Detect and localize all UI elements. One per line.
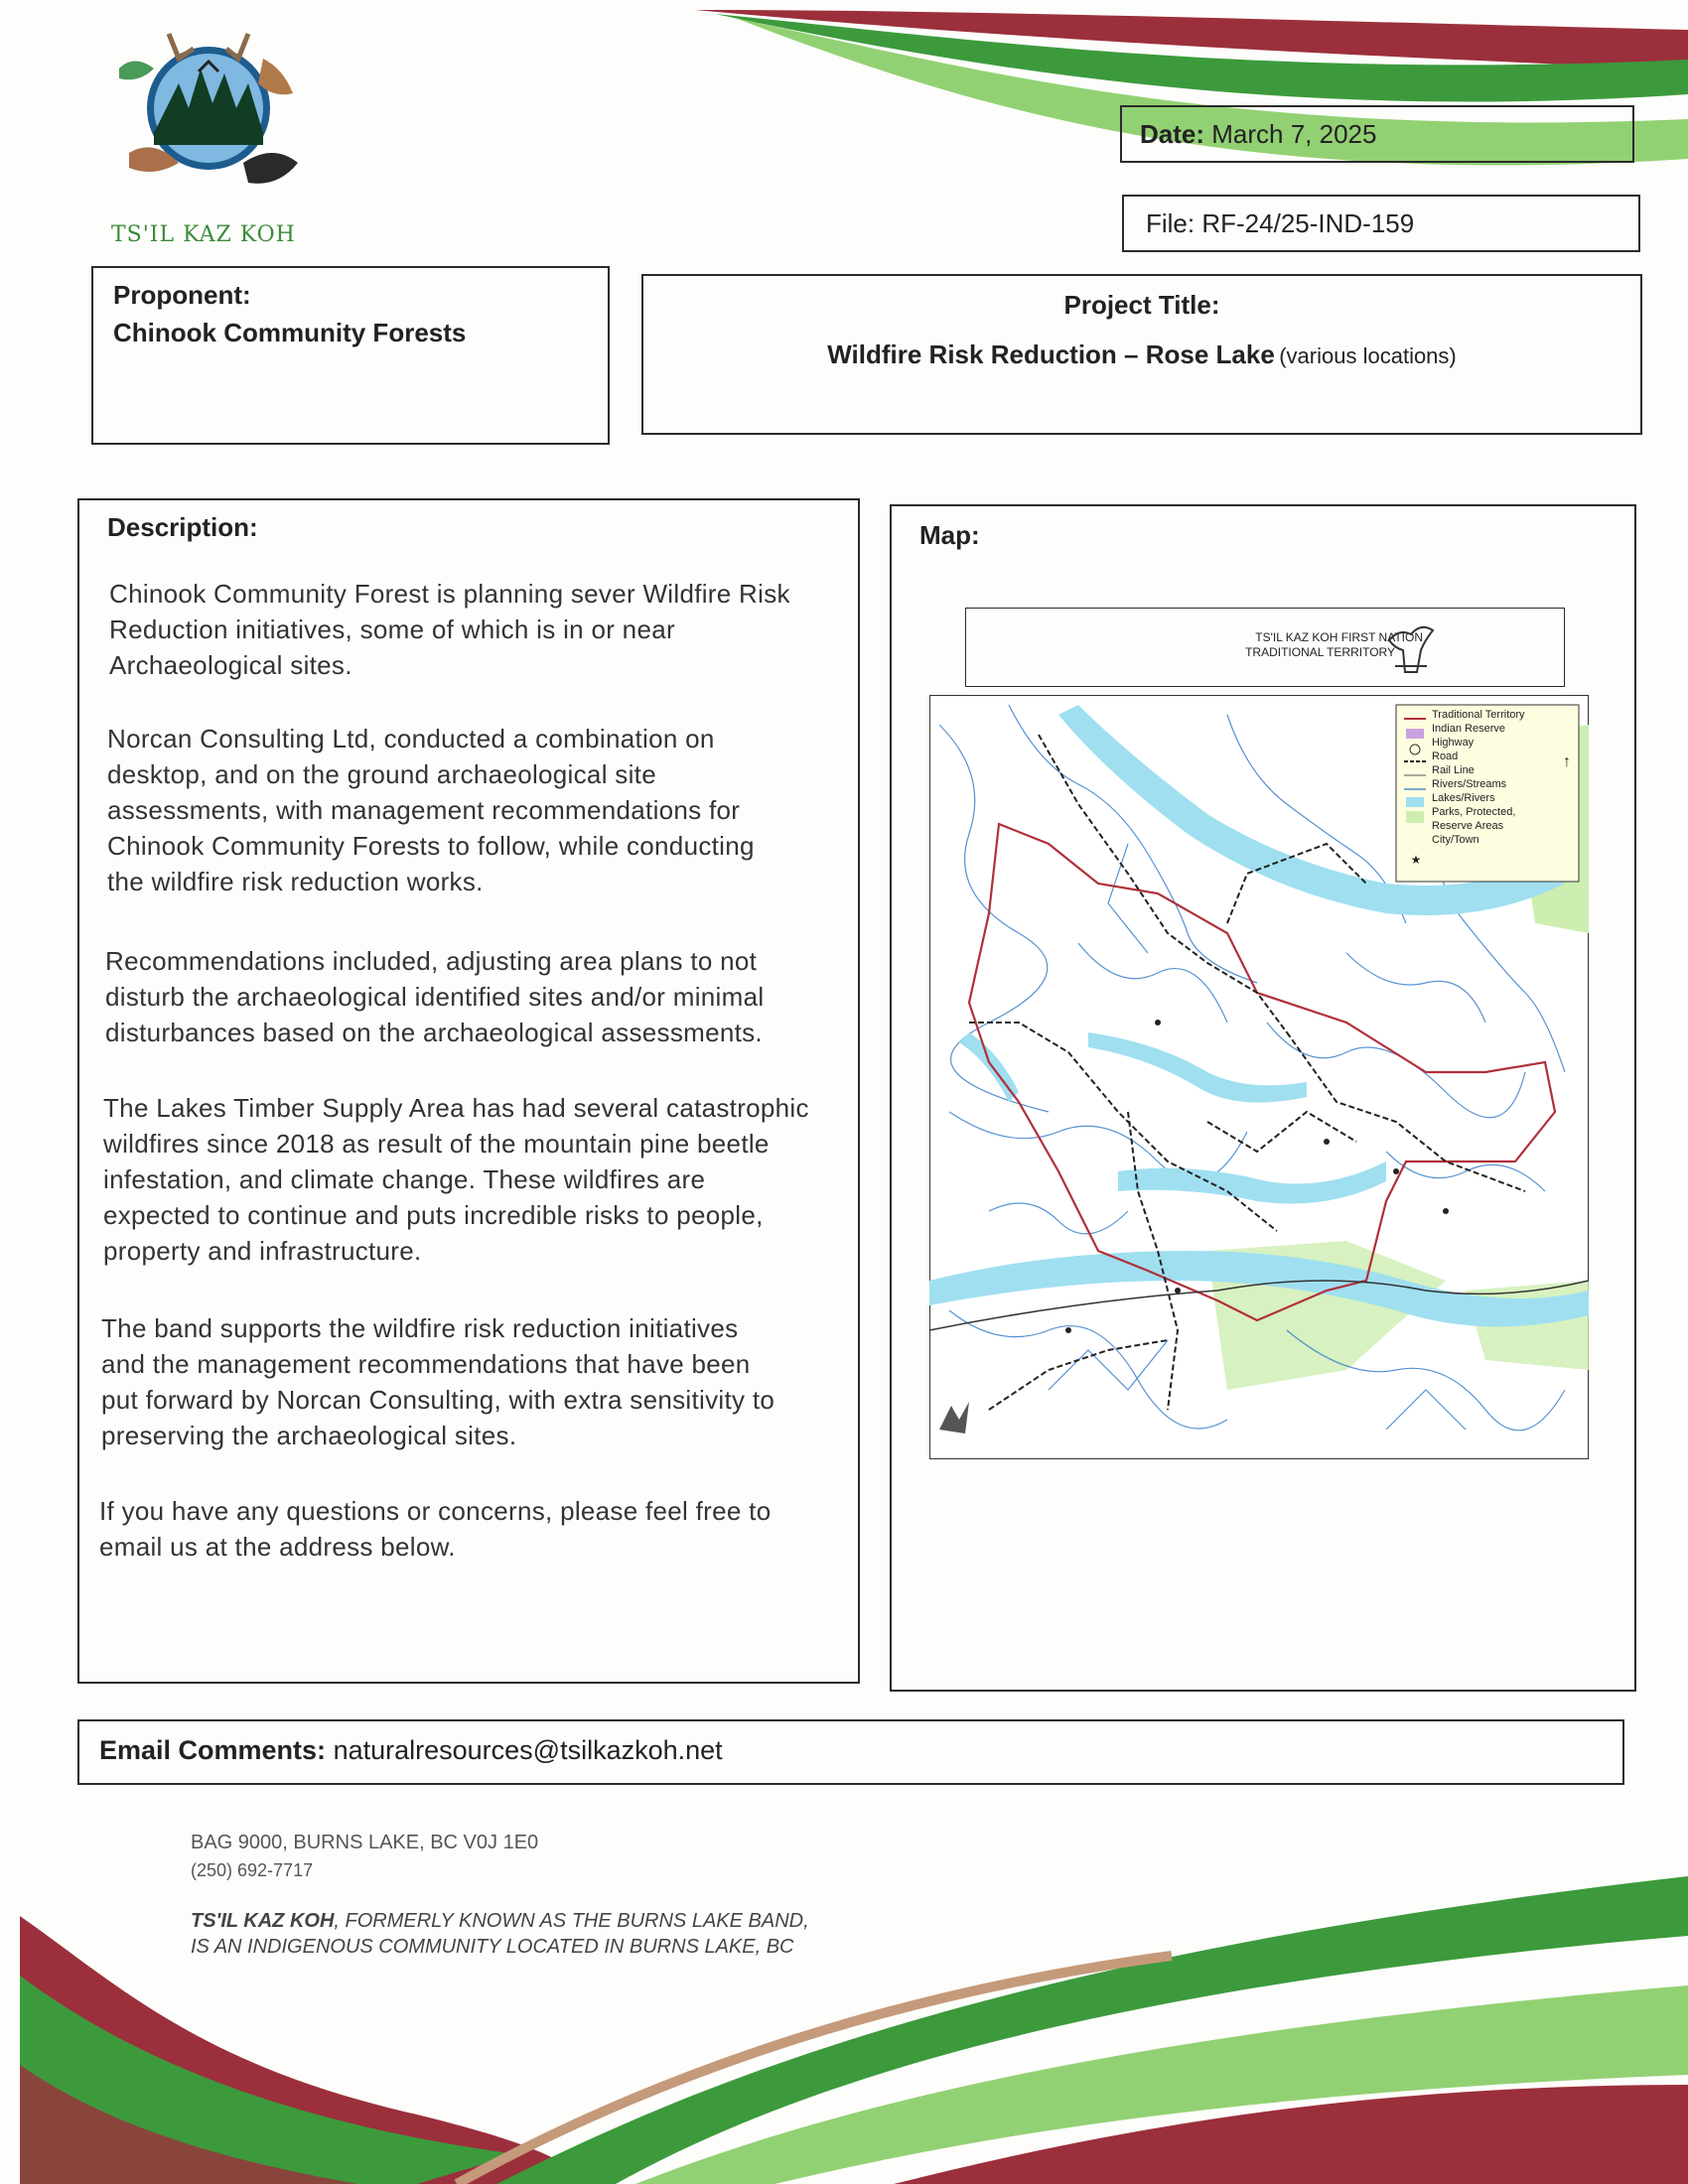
svg-text:↑: ↑ (1563, 753, 1571, 770)
description-box (77, 498, 860, 1684)
map-header-title: TS'IL KAZ KOH FIRST NATION (1255, 630, 1423, 644)
description-label: Description: (107, 512, 258, 542)
legend-lakes-rivers: Lakes/Rivers (1432, 792, 1495, 804)
description-paragraph-6: If you have any questions or concerns, please feel free to email us at the address below. (99, 1496, 772, 1562)
legend-indian-reserve: Indian Reserve (1432, 723, 1505, 735)
footer-tagline-org: TS'IL KAZ KOH (191, 1910, 335, 1932)
legend-city-town: City/Town (1432, 834, 1479, 846)
legend-rail-line: Rail Line (1432, 764, 1475, 776)
header-swoosh (675, 0, 1688, 199)
file-box (1122, 195, 1640, 252)
footer-swoosh (0, 1866, 1688, 2184)
legend-rivers-streams: Rivers/Streams (1432, 778, 1507, 790)
description-paragraph-5: The band supports the wildfire risk reduction initiatives and the management recommendations that have been put forward by Norcan Consulting, with extra sensitivity to preserving the archaeological sites. (101, 1313, 775, 1450)
file-label: File: (1146, 208, 1196, 238)
email-address[interactable]: naturalresources@tsilkazkoh.net (333, 1735, 723, 1765)
org-name: TS'IL KAZ KOH (111, 222, 296, 247)
footer-address-line: BAG 9000, BURNS LAKE, BC V0J 1E0 (191, 1832, 539, 1853)
description-paragraph-1: Chinook Community Forest is planning sever Wildfire Risk Reduction initiatives, some of which is in or near Archaeological sites. (109, 579, 790, 680)
eagle-emblem-icon (1381, 620, 1441, 678)
date-value: March 7, 2025 (1211, 119, 1377, 149)
proponent-box (91, 266, 610, 445)
map-header (965, 608, 1565, 687)
date-label: Date: (1140, 119, 1205, 149)
legend-traditional-territory: Traditional Territory (1432, 709, 1525, 721)
footer-phone: (250) 692-7717 (191, 1860, 314, 1880)
project-title-note: (various locations) (1279, 343, 1457, 368)
legend-road: Road (1432, 751, 1459, 762)
email-label: Email Comments: (99, 1735, 327, 1765)
file-value: RF-24/25-IND-159 (1201, 208, 1415, 238)
description-paragraph-3: Recommendations included, adjusting area plans to not disturb the archaeological identified sites and/or minimal disturbances based on the archaeological assessments. (105, 946, 765, 1047)
date-box (1120, 105, 1634, 163)
description-paragraph-2: Norcan Consulting Ltd, conducted a combination on desktop, and on the ground archaeological site assessments, with management recommendations for Chinook Community Forests to follow, while conducting the wildfire risk reduction works. (107, 724, 755, 896)
project-title-box (641, 274, 1642, 435)
logo-emblem-icon (109, 14, 308, 203)
map-legend-labels (1432, 708, 1525, 847)
legend-highway: Highway (1432, 737, 1475, 749)
footer-tagline-line2: IS AN INDIGENOUS COMMUNITY LOCATED IN BURNS LAKE, BC (191, 1936, 794, 1958)
legend-reserve-areas: Reserve Areas (1432, 820, 1504, 832)
project-title: Wildfire Risk Reduction – Rose Lake (827, 340, 1275, 369)
map-box (890, 504, 1636, 1692)
org-logo (109, 14, 308, 203)
legend-parks: Parks, Protected, (1432, 806, 1516, 818)
description-paragraph-4: The Lakes Timber Supply Area has had several catastrophic wildfires since 2018 as result of the mountain pine beetle infestation, and climate change. These wildfires are expected to continue and puts incredible risks to people, property and infrastructure. (103, 1093, 809, 1266)
svg-text:★: ★ (1410, 853, 1422, 867)
map-header-subtitle: TRADITIONAL TERRITORY (1245, 645, 1395, 659)
footer-tagline-text: , FORMERLY KNOWN AS THE BURNS LAKE BAND, (334, 1910, 809, 1932)
project-title-label: Project Title: (1063, 290, 1220, 320)
map-label: Map: (919, 520, 980, 550)
proponent-label: Proponent: (113, 280, 251, 310)
proponent-value: Chinook Community Forests (113, 318, 467, 347)
email-box (77, 1719, 1624, 1785)
